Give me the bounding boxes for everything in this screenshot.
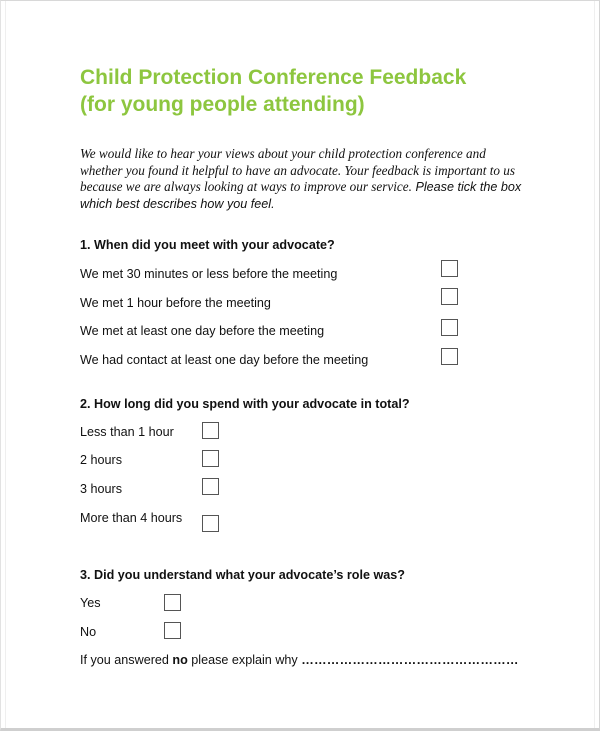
q2-option-4-checkbox[interactable] bbox=[202, 515, 219, 532]
intro-text: We would like to hear your views about your child protection conference and whether you found it helpful to have an advocate. Your feedback is important to us because we are always looking at ways to improve our service. bbox=[80, 146, 516, 194]
q1-option-label: We met 1 hour before the meeting bbox=[80, 296, 271, 310]
intro-paragraph bbox=[80, 146, 530, 212]
q1-option-label: We met at least one day before the meeting bbox=[80, 324, 325, 338]
document-title bbox=[80, 64, 466, 118]
q1-option-4-checkbox[interactable] bbox=[441, 348, 458, 365]
q1-option-3-checkbox[interactable] bbox=[441, 319, 458, 336]
q2-option-2-checkbox[interactable] bbox=[202, 450, 219, 467]
q2-option-1-checkbox[interactable] bbox=[202, 422, 219, 439]
q1-option-label: We had contact at least one day before the meeting bbox=[80, 353, 369, 367]
explain-prefix: If you answered bbox=[80, 653, 173, 667]
q3-no-checkbox[interactable] bbox=[164, 622, 181, 639]
q2-option-label: Less than 1 hour bbox=[80, 425, 174, 439]
q1-option-2-checkbox[interactable] bbox=[441, 288, 458, 305]
title-line-2: (for young people attending) bbox=[80, 93, 365, 116]
question-2: 2. How long did you spend with your advocate in total? bbox=[80, 397, 410, 411]
q2-option-label: 2 hours bbox=[80, 453, 123, 467]
q3-explain-field[interactable] bbox=[80, 653, 519, 667]
q3-option-label: Yes bbox=[80, 596, 101, 610]
q1-option-label: We met 30 minutes or less before the meeting bbox=[80, 267, 338, 281]
q2-option-label: 3 hours bbox=[80, 482, 123, 496]
intro-instruction: Please tick the box which best describes how you feel. bbox=[80, 180, 522, 211]
title-line-1: Child Protection Conference Feedback bbox=[80, 66, 467, 89]
q3-yes-checkbox[interactable] bbox=[164, 594, 181, 611]
q2-option-3-checkbox[interactable] bbox=[202, 478, 219, 495]
explain-suffix: please explain why bbox=[187, 653, 302, 667]
explain-emphasis: no bbox=[172, 653, 188, 667]
q2-option-label: More than 4 hours bbox=[80, 511, 183, 525]
explain-blank-line[interactable]: …………………………………………… bbox=[301, 653, 519, 667]
q3-option-label: No bbox=[80, 625, 97, 639]
q1-option-1-checkbox[interactable] bbox=[441, 260, 458, 277]
question-1: 1. When did you meet with your advocate? bbox=[80, 238, 335, 252]
question-3: 3. Did you understand what your advocate’s role was? bbox=[80, 568, 405, 582]
